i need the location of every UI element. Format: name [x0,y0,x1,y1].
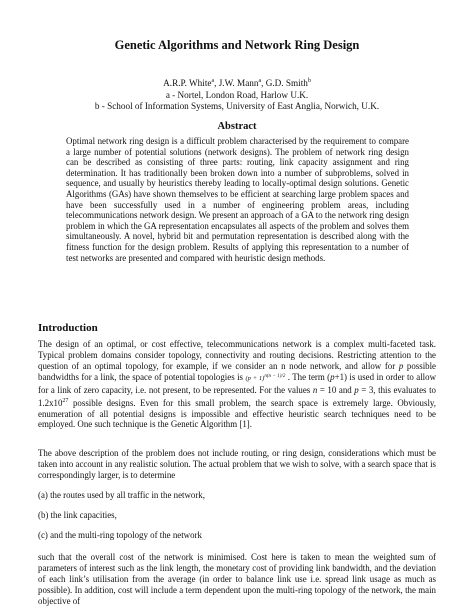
abstract-heading: Abstract [217,121,257,132]
intro-paragraph-2: The above description of the problem does not include routing, or ring design, considerations which must be taken into account in any realistic solution. The actual problem that we wish to solve, with a search space that is correspondingly larger, is to determine [38,448,436,480]
list-item: (b) the link capacities, [38,510,117,520]
introduction-heading: Introduction [38,322,98,334]
intro-paragraph-3: such that the overall cost of the network is minimised. Cost here is taken to mean the weighted sum of parameters of interest such as the link length, the monetary cost of providing link bandwidth, and the deviation of each link’s utilisation from the average (in order to balance link use i.e. spread link usage as much as possible). In addition, cost will include a term dependent upon the multi-ring topology of the network, the main objective of [38,552,436,606]
author-names: A.R.P. White$^a$, J.W. Mann$^a$, G.D. Smith$^b$ [163,77,311,88]
topology-formula: $(p + 1)^{n(n - 1)/2}$ [245,373,286,382]
list-item: (c) and the multi-ring topology of the network [38,530,202,540]
list-item: (a) the routes used by all traffic in the network, [38,490,205,500]
abstract-body [66,136,409,263]
abstract-text: Optimal network ring design is a difficult problem characterised by the requirement to compare a large number of potential solutions (network designs). The problem of network ring design can be described as consisting of three parts: routing, link capacity assignment and ring determination. It has traditionally been broken down into a number of subproblems, solved in sequence, and usually by heuristics thereby leading to locally-optimal design solutions. Genetic Algorithms (GAs) have shown themselves to be efficient at searching large problem spaces and have been successfully used in a number of engineering problem areas, including telecommunications network design. We present an approach of a GA to the network ring design problem in which the GA representation encapsulates all aspects of the problem and solves them simultaneously. A novel, hybrid bit and permutation representation is described along with the fitness function for the design problem. Results of applying this representation to a number of test networks are presented and compared with heuristic design methods. [66,136,409,263]
author-block [0,78,474,113]
affiliation-a: a - Nortel, London Road, Harlow U.K. [165,89,309,100]
intro-paragraph-1: The design of an optimal, or cost effective, telecommunications network is a complex multi-faceted task. Typical problem domains consider topology, connectivity and routing decisions. Restricting attention to the question of an optimal topology, for example, if we consider an n node network, and allow for p possible bandwidths for a link, the space of potential topologies is $(p + 1)^{n(n - 1)/2}$ . The term (p+1) is used in order to allow for a link of zero capacity, i.e. not present, to be represented. For the values n = 10 and p = 3, this evaluates to $1.2x10^{27}$ possible designs. Even for this small problem, the search space is extremely large. Obviously, enumeration of all potential designs is impossible and effective heuristic search techniques need to be employed. One such technique is the Genetic Algorithm [1]. [38,339,437,430]
affiliation-b: b - School of Information Systems, University of East Anglia, Norwich, U.K. [94,101,380,111]
paper-title: Genetic Algorithms and Network Ring Design [114,38,360,52]
